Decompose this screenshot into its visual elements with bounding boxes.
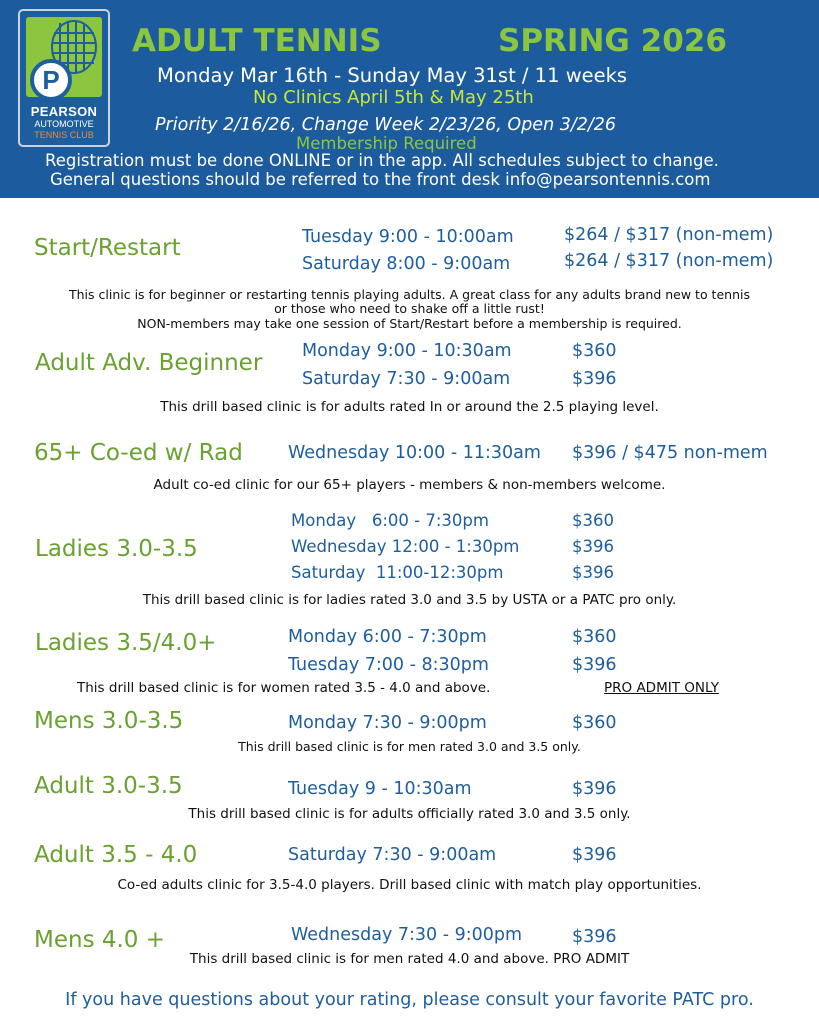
clinic-price: $360 bbox=[572, 341, 617, 361]
clinic-description: Co-ed adults clinic for 3.5-4.0 players. Drill based clinic with match play opportunities. bbox=[117, 877, 702, 893]
clinic-description: This drill based clinic is for men rated 4.0 and above. PRO ADMIT bbox=[189, 951, 630, 967]
logo-name: PEARSON bbox=[30, 104, 98, 119]
clinic-time: Saturday 8:00 - 9:00am bbox=[302, 254, 511, 274]
clinic-price: $360 bbox=[572, 511, 614, 530]
clinic-name-65-coed: 65+ Co-ed w/ Rad bbox=[34, 440, 243, 466]
clinic-price: $264 / $317 (non-mem) bbox=[564, 251, 774, 271]
clinic-name-adult-30-35: Adult 3.0-3.5 bbox=[34, 773, 183, 799]
clinic-price: $360 bbox=[572, 627, 617, 647]
clinic-time: Saturday 11:00-12:30pm bbox=[291, 563, 504, 582]
clinic-name-adv-beginner: Adult Adv. Beginner bbox=[35, 350, 263, 376]
clinic-name-ladies-35-40: Ladies 3.5/4.0+ bbox=[35, 630, 217, 656]
pearson-logo bbox=[18, 9, 110, 147]
clinic-description: or those who need to shake off a little rust! bbox=[274, 301, 545, 316]
membership-required: Membership Required bbox=[296, 134, 477, 153]
registration-online-note: Registration must be done ONLINE or in the app. All schedules subject to change. bbox=[45, 151, 719, 170]
clinic-time: Wednesday 10:00 - 11:30am bbox=[288, 443, 541, 463]
session-dates: Monday Mar 16th - Sunday May 31st / 11 weeks bbox=[157, 64, 628, 87]
footer-rating-note: If you have questions about your rating, please consult your favorite PATC pro. bbox=[65, 990, 754, 1010]
clinic-description: This clinic is for beginner or restarting tennis playing adults. A great class for any adults brand new to tennis bbox=[69, 287, 750, 302]
clinic-time: Monday 7:30 - 9:00pm bbox=[288, 713, 487, 733]
logo-sub2: TENNIS CLUB bbox=[34, 130, 94, 140]
clinic-description: NON-members may take one session of Start/Restart before a membership is required. bbox=[137, 316, 682, 331]
clinic-price: $396 bbox=[572, 655, 617, 675]
clinic-description: This drill based clinic is for ladies rated 3.0 and 3.5 by USTA or a PATC pro only. bbox=[142, 592, 677, 608]
clinic-description: This drill based clinic is for adults rated In or around the 2.5 playing level. bbox=[160, 399, 659, 415]
clinic-price: $396 bbox=[572, 563, 614, 582]
clinic-time: Tuesday 9 - 10:30am bbox=[288, 779, 472, 799]
clinic-price: $396 bbox=[572, 537, 614, 556]
clinic-price: $396 / $475 non-mem bbox=[572, 443, 768, 463]
clinic-description: This drill based clinic is for men rated 3.0 and 3.5 only. bbox=[238, 739, 581, 754]
registration-priority: Priority 2/16/26, Change Week 2/23/26, Open 3/2/26 bbox=[155, 115, 617, 135]
clinic-description: This drill based clinic is for women rated 3.5 - 4.0 and above. bbox=[77, 680, 491, 696]
header-banner bbox=[0, 0, 819, 198]
clinic-time: Monday 9:00 - 10:30am bbox=[302, 341, 512, 361]
clinic-name-ladies-30-35: Ladies 3.0-3.5 bbox=[35, 536, 198, 562]
general-questions-note: General questions should be referred to the front desk info@pearsontennis.com bbox=[50, 170, 711, 189]
clinic-time: Wednesday 7:30 - 9:00pm bbox=[291, 925, 523, 945]
clinic-description: This drill based clinic is for adults officially rated 3.0 and 3.5 only. bbox=[188, 806, 631, 822]
clinic-price: $360 bbox=[572, 713, 617, 733]
pro-admit-only-label: PRO ADMIT ONLY bbox=[604, 680, 719, 696]
no-clinics-note: No Clinics April 5th & May 25th bbox=[253, 87, 534, 108]
clinic-time: Monday 6:00 - 7:30pm bbox=[288, 627, 487, 647]
title-adult-tennis: ADULT TENNIS bbox=[132, 23, 382, 59]
clinic-name-start-restart: Start/Restart bbox=[34, 235, 181, 261]
clinic-time: Tuesday 9:00 - 10:00am bbox=[302, 227, 514, 247]
clinic-time: Saturday 7:30 - 9:00am bbox=[302, 369, 511, 389]
clinic-time: Wednesday 12:00 - 1:30pm bbox=[291, 537, 520, 556]
clinic-price: $396 bbox=[572, 369, 617, 389]
clinic-time: Saturday 7:30 - 9:00am bbox=[288, 845, 497, 865]
logo-p-mark: P bbox=[30, 59, 72, 101]
clinic-name-adult-35-40: Adult 3.5 - 4.0 bbox=[34, 842, 198, 868]
title-spring-2026: SPRING 2026 bbox=[498, 23, 727, 59]
clinic-time: Monday 6:00 - 7:30pm bbox=[291, 511, 489, 530]
clinic-price: $264 / $317 (non-mem) bbox=[564, 225, 774, 245]
clinic-price: $396 bbox=[572, 927, 617, 947]
clinic-name-mens-40: Mens 4.0 + bbox=[34, 927, 166, 953]
logo-sub1: AUTOMOTIVE bbox=[34, 119, 94, 129]
clinic-description: Adult co-ed clinic for our 65+ players - members & non-members welcome. bbox=[153, 477, 666, 493]
clinic-time: Tuesday 7:00 - 8:30pm bbox=[288, 655, 489, 675]
clinic-price: $396 bbox=[572, 779, 617, 799]
clinic-name-mens-30-35: Mens 3.0-3.5 bbox=[34, 708, 184, 734]
clinic-price: $396 bbox=[572, 845, 617, 865]
